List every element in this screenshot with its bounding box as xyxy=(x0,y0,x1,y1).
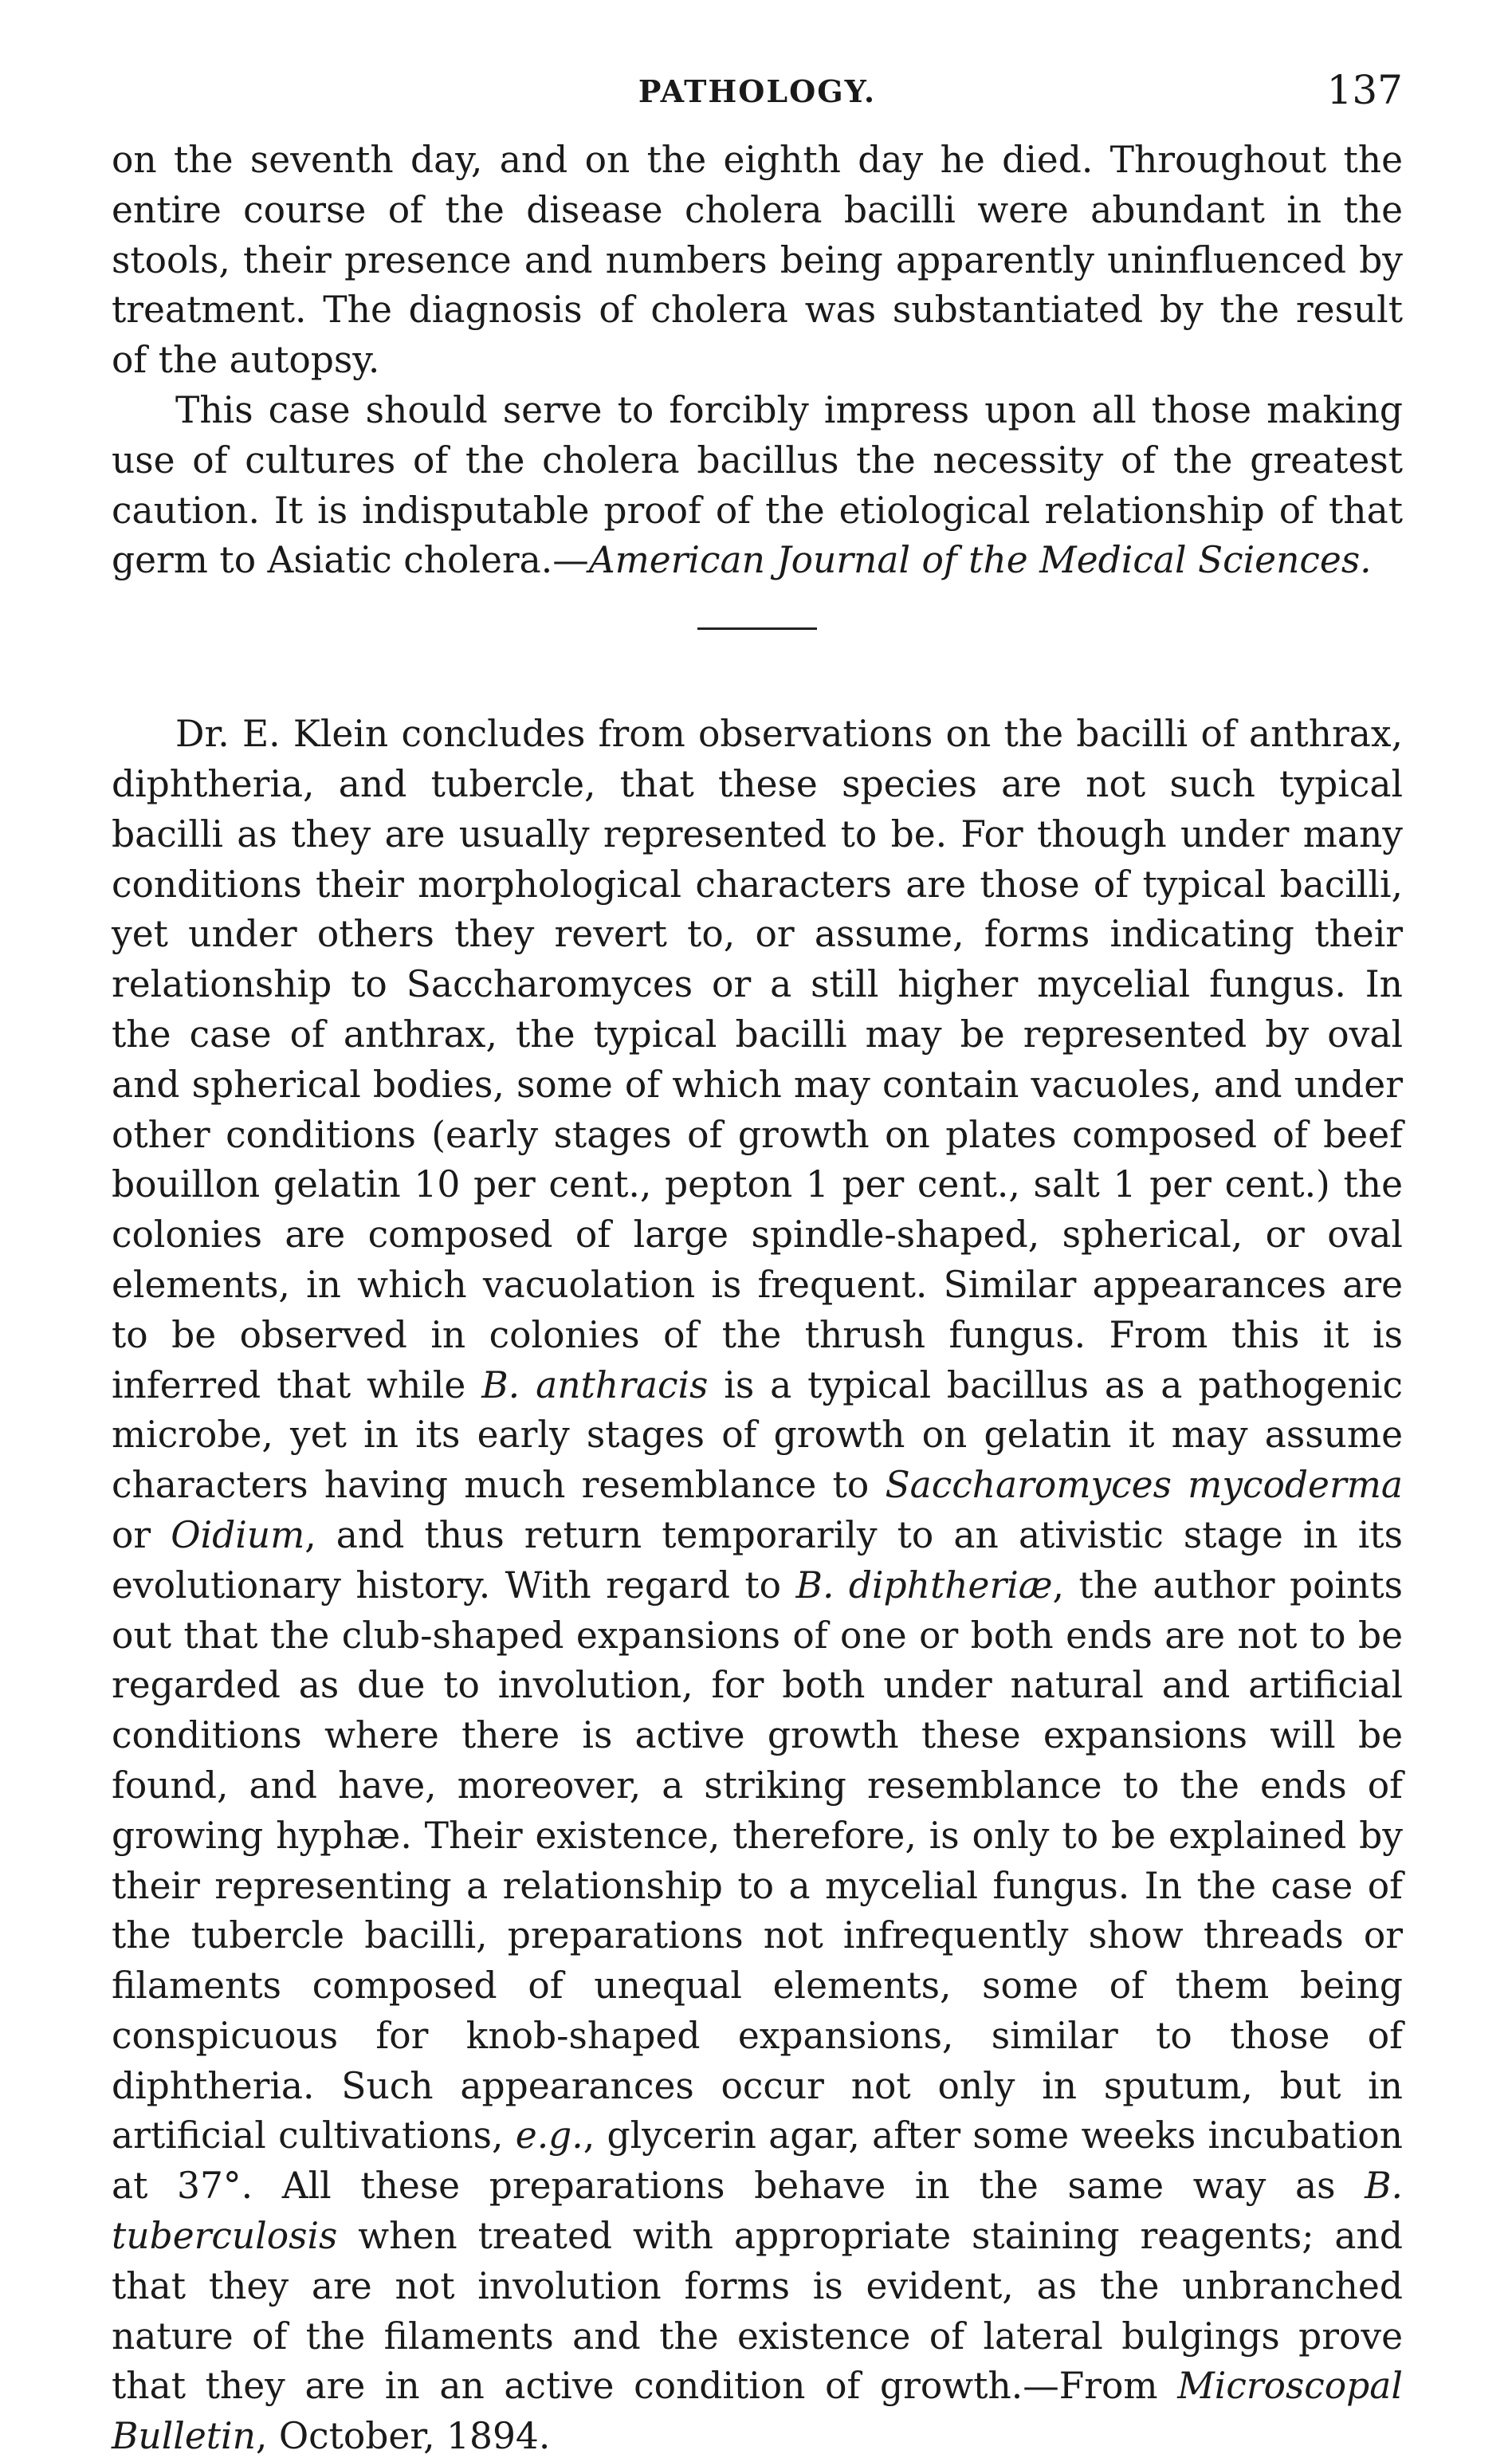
page xyxy=(112,64,1403,2462)
klein-text-4: , and thus return temporarily to an ativistic stage in its evolutionary history. With regard to xyxy=(112,1513,1403,1607)
running-title: PATHOLOGY. xyxy=(638,73,877,109)
source-citation-ajms: American Journal of the Medical Sciences. xyxy=(588,539,1372,582)
taxon-b-diphtheriae: B. diphtheriæ xyxy=(795,1563,1053,1607)
page-number: 137 xyxy=(1326,67,1403,113)
klein-text-1: Dr. E. Klein concludes from observations on the bacilli of anthrax, diphtheria, and tubercle, that these species are not such typical bacilli as they are usually represented to be. For though under many conditions their morphological characters are those of typical bacilli, yet under others they revert to, or assume, forms indicating their relationship to Saccharomyces or a still higher mycelial fungus. In the case of anthrax, the typical bacilli may be represented by oval and spherical bodies, some of which may contain vacuoles, and under other conditions (early stages of growth on plates composed of beef bouillon gelatin 10 per cent., pepton 1 per cent., salt 1 per cent.) the colonies are composed of large spindle-shaped, spherical, or oval elements, in which vacuolation is frequent. Similar appearances are to be observed in colonies of the thrush fungus. From this it is inferred that while xyxy=(112,713,1403,1406)
source-citation-microscopal-bulletin: Microscopal Bulletin xyxy=(112,2365,1403,2458)
paragraph-klein xyxy=(112,710,1403,2462)
paragraph-continuation: on the seventh day, and on the eighth day he died. Throughout the entire course of the disease cholera bacilli were abundant in the stools, their presence and numbers being apparently uninfluenced by treatment. The diagnosis of cholera was substantiated by the result of the autopsy. xyxy=(112,139,1403,382)
klein-text-8: , October, 1894. xyxy=(255,2415,551,2458)
page-header xyxy=(112,64,1403,136)
abbrev-eg: e.g. xyxy=(515,2114,583,2157)
taxon-saccharomyces-mycoderma: Saccharomyces mycoderma xyxy=(885,1464,1403,1507)
paragraph-caution-text: This case should serve to forcibly impress upon all those making use of cultures of the cholera bacillus the necessity of the greatest caution. It is indisputable proof of the etiological relationship of that germ to Asiatic cholera.— xyxy=(112,388,1403,582)
klein-text-6: , glycerin agar, after some weeks incubation at 37°. All these preparations behave in the same way as xyxy=(112,2114,1403,2208)
klein-text-5: , the author points out that the club-shaped expansions of one or both ends are not to be regarded as due to involution, for both under natural and artificial conditions where there is active growth these expansions will be found, and have, moreover, a striking resemblance to the ends of growing hyphæ. Their existence, therefore, is only to be explained by their representing a relationship to a mycelial fungus. In the case of the tubercle bacilli, preparations not infrequently show threads or filaments composed of unequal elements, some of them being conspicuous for knob-shaped expansions, similar to those of diphtheria. Such appearances occur not only in sputum, but in artificial cultivations, xyxy=(112,1563,1403,2157)
section-divider xyxy=(697,627,817,630)
paragraph-caution xyxy=(112,386,1403,586)
taxon-b-anthracis: B. anthracis xyxy=(481,1363,709,1406)
klein-text-7: when treated with appropriate staining reagents; and that they are not involution forms is evident, as the unbranched nature of the filaments and the existence of lateral bulgings prove that they are in an active condition of growth.—From xyxy=(112,2215,1403,2408)
klein-text-3: or xyxy=(112,1513,171,1556)
klein-text-2: is a typical bacillus as a pathogenic microbe, yet in its early stages of growth on gelatin it may assume characters having much resemblance to xyxy=(112,1363,1403,1507)
taxon-b-tuberculosis: B. tuberculosis xyxy=(112,2165,1403,2258)
taxon-oidium: Oidium xyxy=(171,1513,305,1556)
